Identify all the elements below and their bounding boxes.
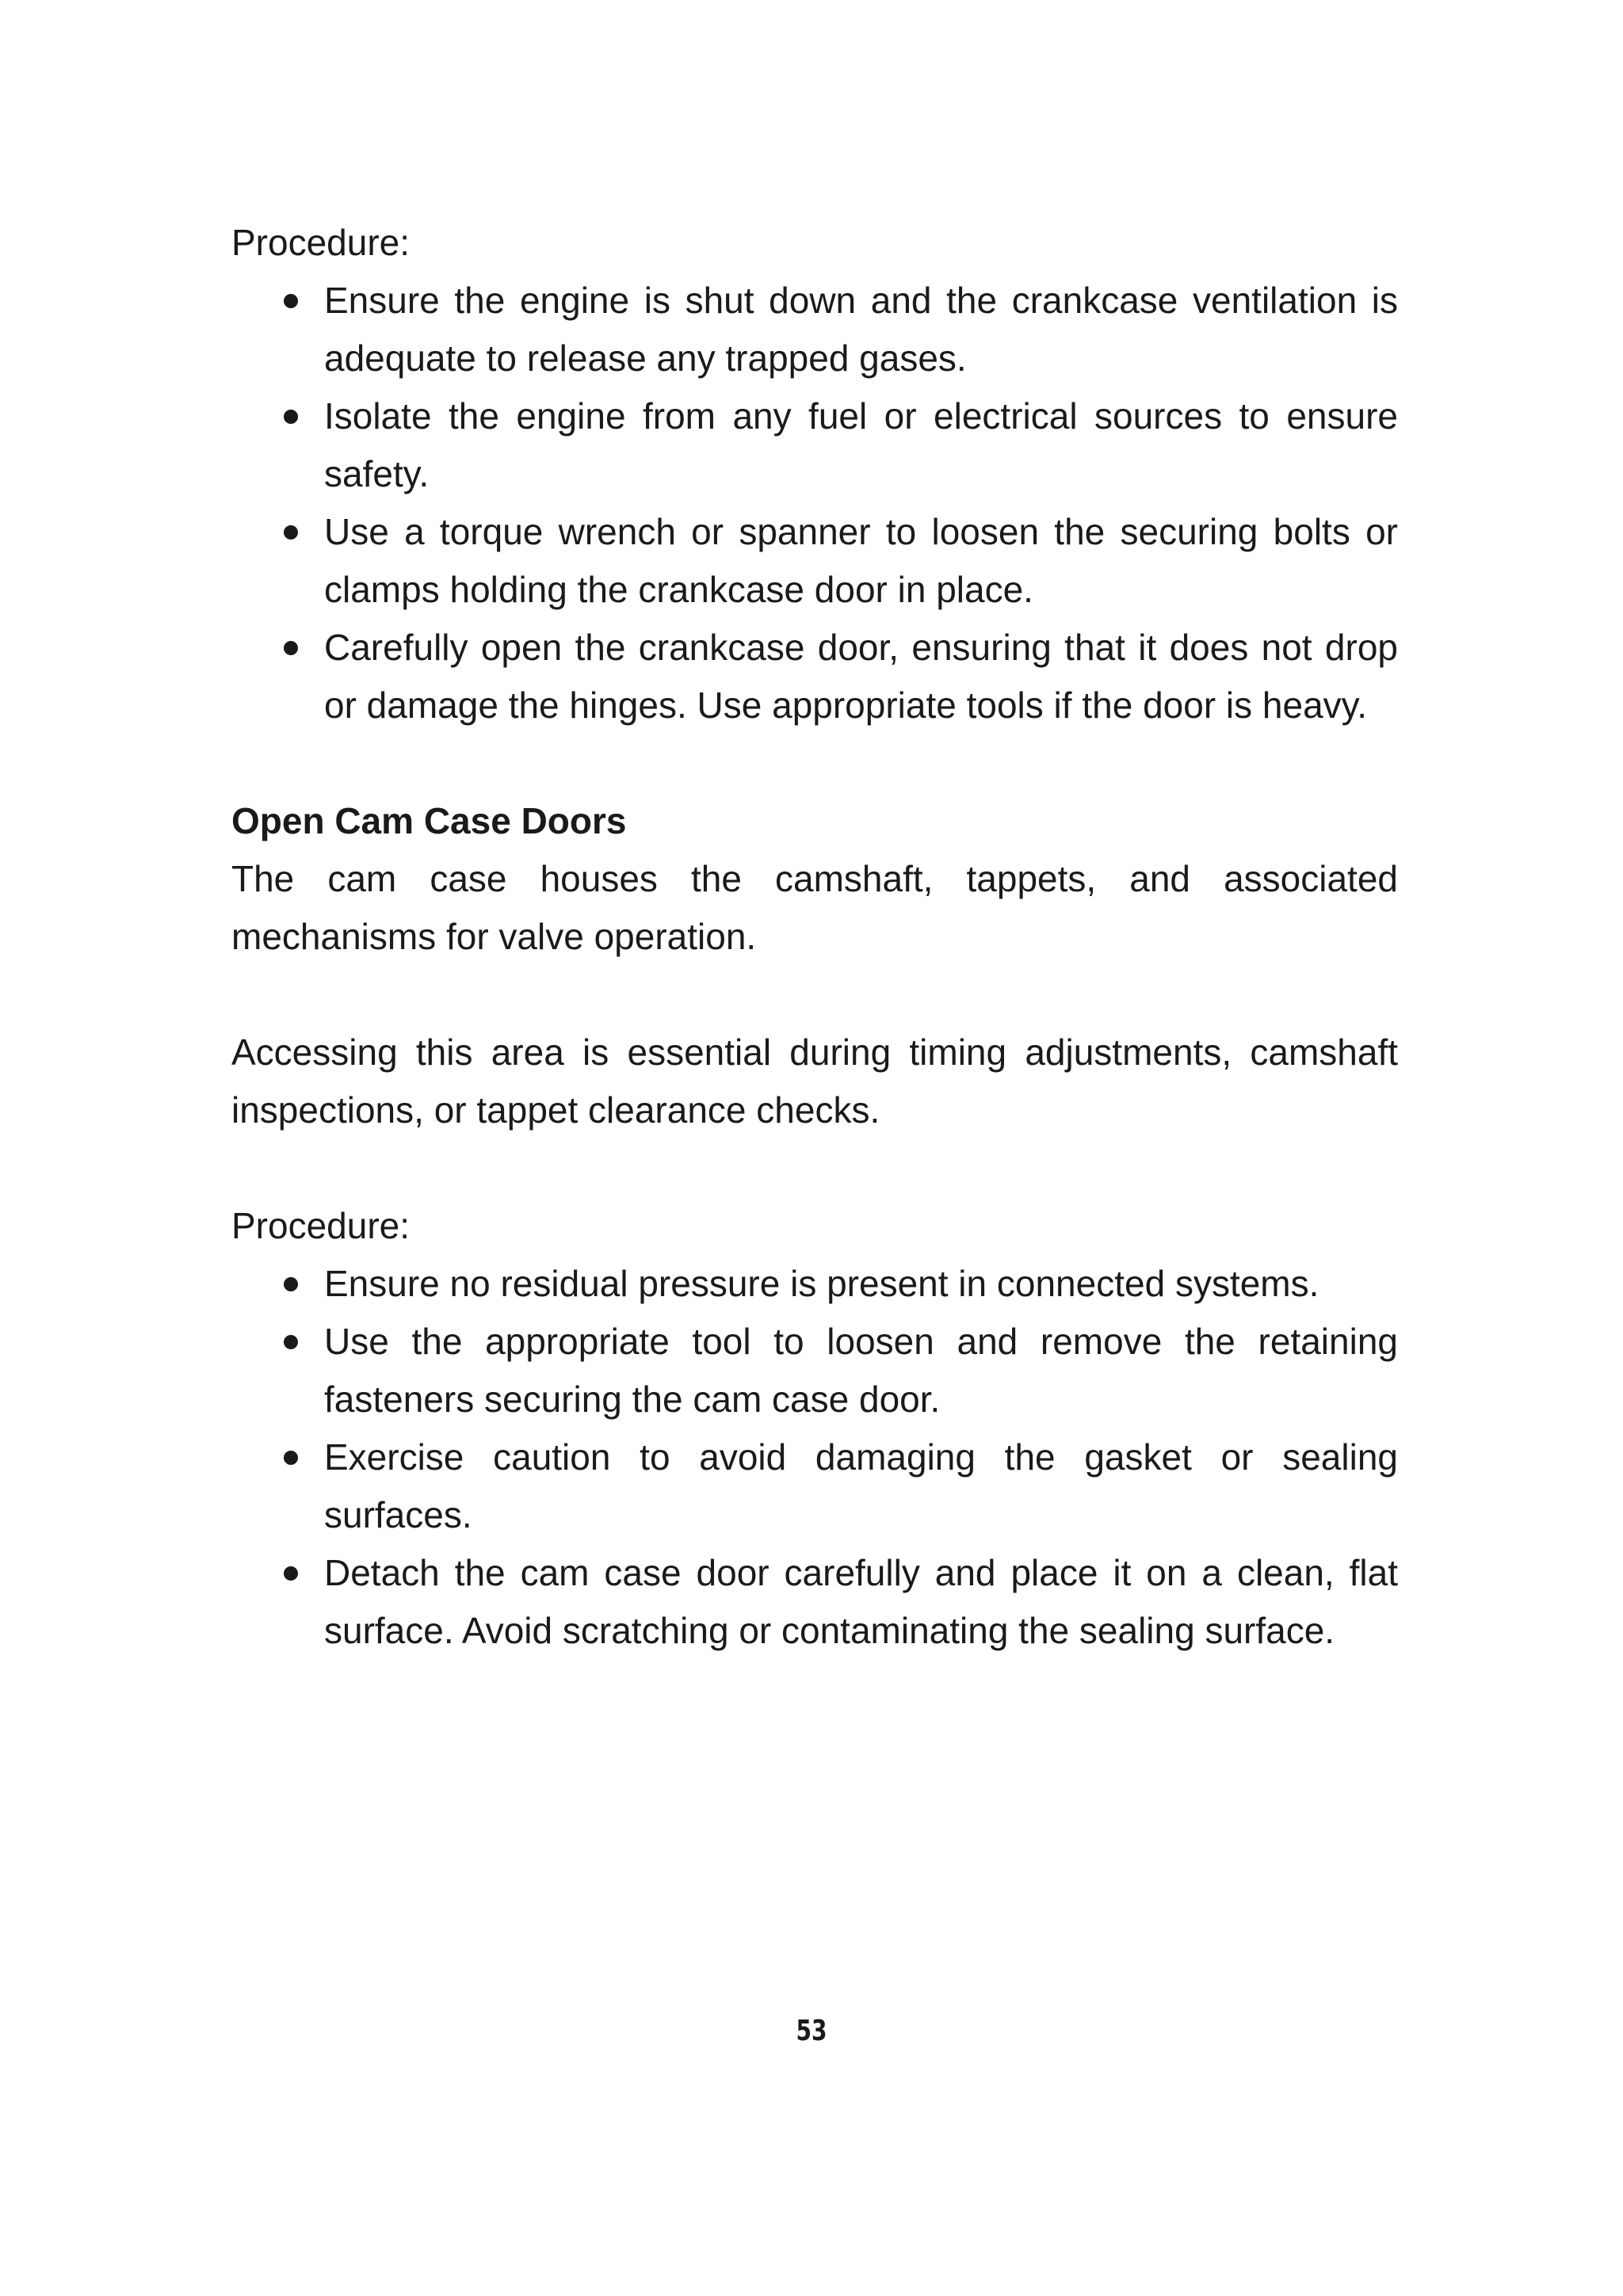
bullet-icon [284, 1451, 298, 1465]
list-item-text: Ensure the engine is shut down and the crankcase ventilation is adequate to release any trapped gases. [324, 280, 1398, 379]
list-item-text: Isolate the engine from any fuel or electrical sources to ensure safety. [324, 395, 1398, 494]
page-number: 53 [796, 2015, 827, 2047]
list-item [231, 272, 1398, 387]
bullet-icon [284, 1566, 298, 1581]
list-item [231, 619, 1398, 734]
page-content [231, 214, 1398, 1660]
list-item-text: Use the appropriate tool to loosen and remove the retaining fasteners securing the cam case door. [324, 1321, 1398, 1420]
list-item-text: Carefully open the crankcase door, ensuring that it does not drop or damage the hinges. Use appropriate tools if the door is heavy. [324, 627, 1398, 726]
list-item-text: Ensure no residual pressure is present in connected systems. [324, 1263, 1319, 1304]
procedure-list [231, 1255, 1398, 1660]
bullet-icon [284, 294, 298, 308]
body-paragraph: Accessing this area is essential during timing adjustments, camshaft inspections, or tappet clearance checks. [231, 1032, 1398, 1131]
list-item-text: Detach the cam case door carefully and place it on a clean, flat surface. Avoid scratching or contaminating the sealing surface. [324, 1552, 1398, 1651]
list-item [231, 1255, 1398, 1313]
section-heading: Open Cam Case Doors [231, 800, 627, 841]
bullet-icon [284, 410, 298, 424]
body-paragraph: The cam case houses the camshaft, tappets, and associated mechanisms for valve operation. [231, 858, 1398, 957]
procedure-list [231, 272, 1398, 734]
list-item [231, 1313, 1398, 1428]
list-item [231, 387, 1398, 503]
list-item [231, 1428, 1398, 1544]
spacer [231, 734, 1398, 792]
spacer [231, 1139, 1398, 1197]
bullet-icon [284, 525, 298, 540]
list-item-text: Use a torque wrench or spanner to loosen the securing bolts or clamps holding the crankcase door in place. [324, 511, 1398, 610]
list-item [231, 1544, 1398, 1660]
bullet-icon [284, 641, 298, 655]
spacer [231, 966, 1398, 1024]
procedure-label: Procedure: [231, 222, 411, 263]
procedure-label: Procedure: [231, 1205, 411, 1246]
bullet-icon [284, 1335, 298, 1349]
bullet-icon [284, 1277, 298, 1291]
list-item-text: Exercise caution to avoid damaging the gasket or sealing surfaces. [324, 1436, 1398, 1535]
list-item [231, 503, 1398, 619]
